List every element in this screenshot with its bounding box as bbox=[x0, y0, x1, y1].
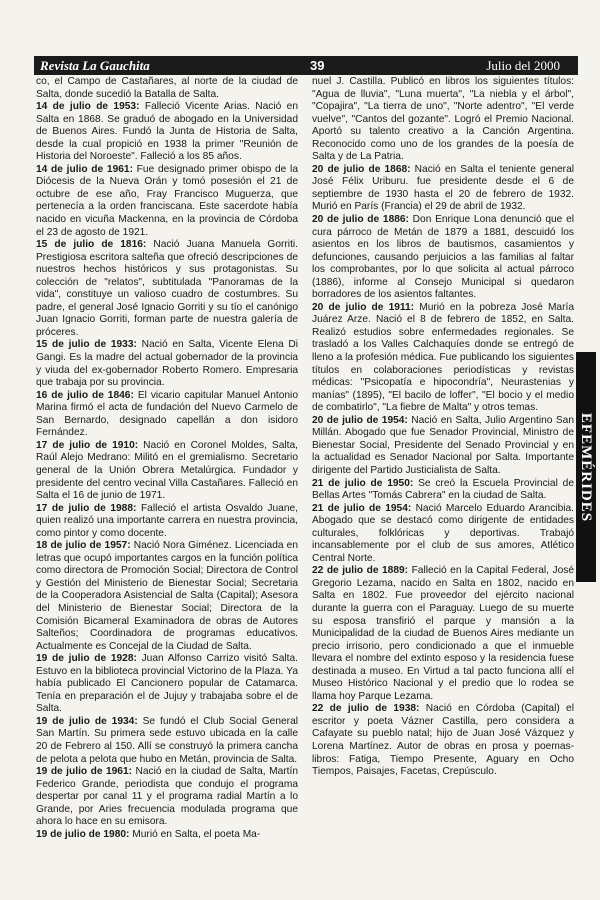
entry-text: Murió en la pobreza José María Juárez Arze. Nació el 8 de febrero de 1852, en Salta. Realizó estudios sobre enfermedades regionales. Se trasladó a los Valles Calchaquíes donde se entregó de lleno a la profesión médica. Fue publicando los siguientes títulos en colaboraciones periodísticas y revistas médicas: "Psicopatía e hipocondría", Neurastenias y manías" (1895), "El bacilo de loffer", "El bocio y el medio de combatirlo", "La fiebre de Malta" y otros temas. bbox=[312, 301, 574, 414]
entry-text: Nació en Salta el teniente general José Félix Uriburu. fue presidente desde el 6 de septiembre de 1930 hasta el 20 de febrero de 1932. Murió en París (Francia) el 29 de abril de 1932. bbox=[312, 163, 574, 213]
entry-text: Don Enrique Lona denunció que el cura párroco de Metán de 1879 a 1881, descuidó los asientos en los libros de bautismos, casamientos y defunciones, causando perjuicios a las familias al faltar los comprobantes, por lo que solicita al actual párroco (1886), informe al Consejo Municipal si quedaron borradores de los asientos faltantes. bbox=[312, 214, 574, 301]
entry-date: 17 de julio de 1988: bbox=[36, 502, 137, 514]
entry-text: nuel J. Castilla. Publicó en libros los siguientes títulos: "Agua de lluvia", "Luna muerta", "La niebla y el árbol", "Copajira", "La tierra de uno", "Norte adentro", "El verde vuelve", "Cantos del gozante". Logró el Premio Nacional. Aportó su talento creativo a la Canción Argentina. Reconocido como uno de los grandes de la poesía de Salta y de La Patria. bbox=[312, 76, 574, 163]
entry bbox=[312, 214, 574, 302]
magazine-title: Revista La Gauchita bbox=[40, 57, 150, 73]
entry-date: 20 de julio de 1954: bbox=[312, 414, 408, 426]
entry-text: Nació Nora Giménez. Licenciada en letras que ocupó importantes cargos en la función política como directora de Promoción Social; Directora de Control y Gestión del Ministerio de Bienestar Social; Secretaria de la Cooperadora Asistencial de Salta (Capital); Asesora del Ministerio de Bienestar Social; Directora de la Comisión Bicameral Examinadora de obras de Autores Salteños; Coordinadora de programas educativos. Actualmente es Concejal de la Ciudad de Salta. bbox=[36, 540, 298, 652]
entry-text: Nació en Córdoba (Capital) el escritor y poeta Vázner Castilla, pero considera a Cafayate su pueblo natal; hijo de Juan José Vázquez y Lorena Martínez. Autor de obras en prosa y poemas-libros: Fatiga, Tiempo Presente, Aguary en Ocho Tiempos, Paisajes, Facetas, Crepúsculo. bbox=[312, 703, 574, 778]
right-column bbox=[312, 76, 574, 846]
entry-text: Se fundó el Club Social General San Martín. Su primera sede estuvo ubicada en la calle 20 de Febrero al 150. Allí se construyó la primera cancha de pelota a pelota que hubo en Metán, provincia de Salta. bbox=[36, 715, 298, 765]
entry-text: Nació en Salta, Vicente Elena Di Gangi. Es la madre del actual gobernador de la provincia y viuda del ex-gobernador Roberto Romero. Empresaria que trabaja por su provincia. bbox=[36, 339, 298, 389]
entry bbox=[312, 478, 574, 503]
entry-date: 20 de julio de 1911: bbox=[312, 301, 415, 313]
issue-date: Julio del 2000 bbox=[486, 57, 560, 73]
entry bbox=[36, 716, 298, 766]
entry-date: 18 de julio de 1957: bbox=[36, 540, 131, 552]
entry bbox=[36, 540, 298, 653]
entry-date: 19 de julio de 1934: bbox=[36, 715, 138, 727]
entry bbox=[312, 302, 574, 415]
entry bbox=[36, 76, 298, 101]
entry-text: Juan Alfonso Carrizo visitó Salta. Estuvo en la biblioteca provincial Victorino de la Plaza. Ya había publicado El Cancionero popular de Catamarca. Tenía en preparación el de Jujuy y trabajaba sobre el de Salta. bbox=[36, 653, 298, 715]
entry bbox=[36, 164, 298, 239]
section-side-tab-label: EFEMÉRIDES bbox=[578, 412, 595, 522]
entry-text: Murió en Salta, el poeta Ma- bbox=[129, 828, 261, 840]
entry-date: 21 de julio de 1954: bbox=[312, 502, 412, 514]
section-side-tab bbox=[576, 352, 596, 582]
entry-date: 20 de julio de 1886: bbox=[312, 214, 409, 226]
entry-date: 19 de julio de 1980: bbox=[36, 828, 130, 840]
entry-text: Fue designado primer obispo de la Diócesis de la Nueva Orán y tomó posesión el 21 de octubre de ese año, Fray Francisco Muguerza, que pertenecía a la orden franciscana. Este sacerdote había nacido en vicuña Mackenna, en la provincia de Córdoba el 23 de agosto de 1921. bbox=[36, 163, 298, 238]
entry-text: co, el Campo de Castañares, al norte de la ciudad de Salta, donde sucedió la Batalla de Salta. bbox=[36, 76, 298, 100]
page-number: 39 bbox=[310, 58, 325, 73]
entry bbox=[312, 703, 574, 778]
entry-date: 15 de julio de 1933: bbox=[36, 339, 137, 351]
entry-text: Nació en Coronel Moldes, Salta, Raúl Alejo Medrano: Militó en el gremialismo. Secretario general de la Unión Obrera Metalúrgica. Fundador y presidente del centro vecinal Villa Castañares. Falleció en Salta el 16 de junio de 1971. bbox=[36, 439, 298, 502]
entry-text: Nació en Salta, Julio Argentino San Millán. Abogado que fue Senador Provincial, Ministro de Bienestar Social, Presidente del Senado Provincial y en la actualidad es Senador Nacional por Salta. Importante dirigente del Partido Justicialista de Salta. bbox=[312, 414, 574, 476]
entry-date: 19 de julio de 1961: bbox=[36, 766, 133, 778]
entry-text: El vicario capitular Manuel Antonio Marina firmó el acta de fundación del Nuevo Carmelo de San Bernardo, designado capellán a don isidoro Fernández. bbox=[36, 389, 298, 439]
entry bbox=[36, 766, 298, 829]
page-header bbox=[34, 56, 578, 75]
entry bbox=[36, 339, 298, 389]
entry-text: Falleció el artista Osvaldo Juane, quien realizó una importante carrera en nuestra provincia, como pintor y como docente. bbox=[36, 502, 298, 539]
entry-date: 14 de julio de 1953: bbox=[36, 101, 140, 113]
entry bbox=[312, 76, 574, 164]
entry-date: 21 de julio de 1950: bbox=[312, 477, 414, 489]
entry bbox=[36, 440, 298, 503]
entry-date: 17 de julio de 1910: bbox=[36, 439, 139, 451]
entry-date: 20 de julio de 1868: bbox=[312, 163, 411, 175]
entry-date: 19 de julio de 1928: bbox=[36, 653, 137, 665]
entry-text: Falleció Vicente Arias. Nació en Salta en 1868. Se graduó de abogado en la Universidad de Buenos Aires. Fundó la Junta de Historia de Salta, desde la cual propició en 1938 la primer "Reunión de Historia del Noroeste". Falleció a los 85 años. bbox=[36, 101, 298, 163]
entry bbox=[36, 239, 298, 339]
entry-text: Nació en la ciudad de Salta, Martín Federico Grande, periodista que condujo el programa despertar por canal 11 y el programa radial Martín a lo Grande, por Aries frecuencia modulada programa que ahora lo hace en su emisora. bbox=[36, 766, 298, 828]
entry bbox=[312, 503, 574, 566]
entry-date: 14 de julio de 1961: bbox=[36, 163, 133, 175]
entry bbox=[312, 164, 574, 214]
entry-text: Nació Juana Manuela Gorriti. Prestigiosa escritora salteña que ofreció descripciones de nuestros hechos históricos y sus protagonistas. Su colección de "relatos", subtitulada "Panoramas de la vida", constituye un valioso cuadro de costumbres. Su padre, el general José Ignacio Gorriti y su tío el canónigo Juan Ignacio Gorriti, forman parte de nuestra galería de próceres. bbox=[36, 239, 298, 338]
entry bbox=[36, 829, 298, 842]
left-column bbox=[36, 76, 298, 846]
entry-text: Se creó la Escuela Provincial de Bellas Artes "Tomás Cabrera" en la ciudad de Salta. bbox=[312, 477, 574, 502]
entry-date: 16 de julio de 1846: bbox=[36, 389, 134, 401]
entry-text: Falleció en la Capital Federal, José Gregorio Lezama, nacido en Salta en 1802, nacido en Salta en 1802. Fue proveedor del ejército nacional durante la guerra con el Paraguay. Luego de su muerte su esposa transfirió el parque y mansión a la Municipalidad de la ciudad de Buenos Aires mediante un precio irrisorio, pero condicionado a que el inmueble llevara el nombre del extinto esposo y la residencia fuese destinada a museo. En Virtud a tal pacto funciona allí el Museo Histórico Nacional y el predio que lo rodea se llama hoy Parque Lezama. bbox=[312, 565, 574, 702]
entry-text: Nació Marcelo Eduardo Arancibia. Abogado que se destacó como dirigente de entidades culturales, folklóricas y deportivas. Trabajó incansablemente por el club de sus amores, Atlético Central Norte. bbox=[312, 502, 574, 564]
entry bbox=[312, 565, 574, 703]
entry-date: 22 de julio de 1889: bbox=[312, 565, 409, 577]
entry bbox=[36, 390, 298, 440]
entry bbox=[36, 653, 298, 716]
entry-date: 22 de julio de 1938: bbox=[312, 703, 420, 715]
entry bbox=[36, 503, 298, 541]
entry bbox=[312, 415, 574, 478]
entry bbox=[36, 101, 298, 164]
entry-date: 15 de julio de 1816: bbox=[36, 239, 147, 251]
